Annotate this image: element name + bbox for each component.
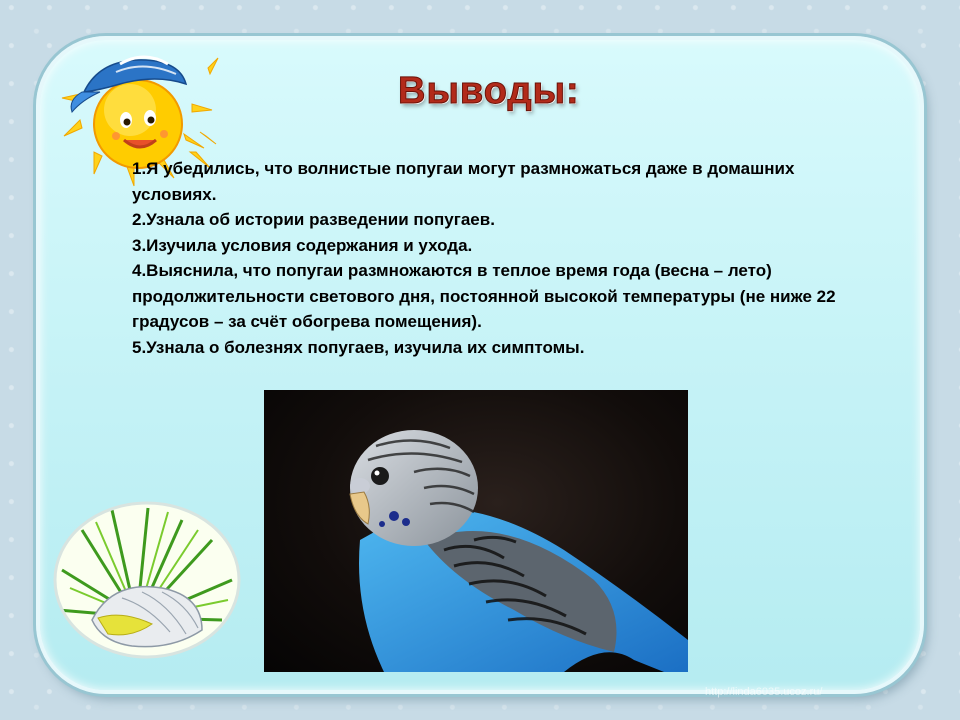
slide-title: Выводы: <box>398 70 580 112</box>
seashell-icon <box>52 500 242 660</box>
list-item: 1.Я убедились, что волнистые попугаи могут размножаться даже в домашних условиях. <box>132 159 795 204</box>
budgerigar-photo <box>264 390 688 672</box>
list-item: 4.Выяснила, что попугаи размножаются в теплое время года (весна – лето) продолжительности светового дня, постоянной высокой температуры (не ниже 22 градусов – за счёт обогрева помещения). <box>132 261 836 331</box>
list-item: 3.Изучила условия содержания и ухода. <box>132 235 473 255</box>
watermark-link: http://linda6035.ucoz.ru/ <box>705 686 823 698</box>
list-item: 2.Узнала об истории разведении попугаев. <box>132 210 495 229</box>
list-item: 5.Узнала о болезнях попугаев, изучила их симптомы. <box>132 337 585 357</box>
conclusions-list <box>132 156 872 360</box>
